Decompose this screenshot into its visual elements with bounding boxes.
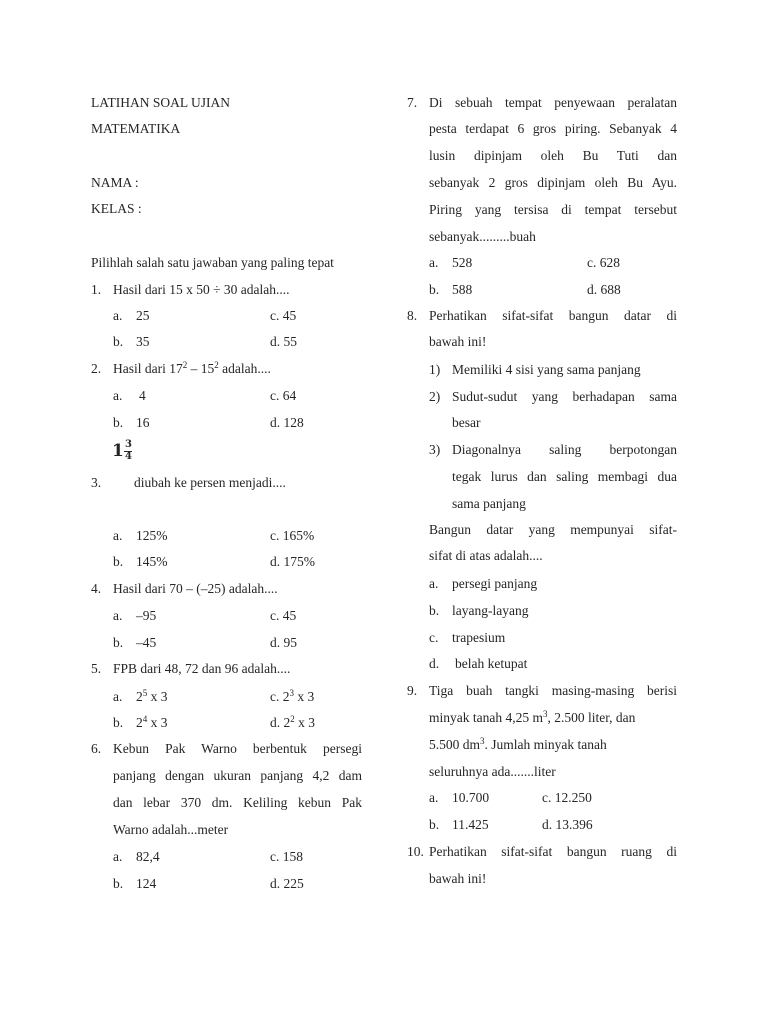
question-number: 1. (91, 282, 102, 297)
property-3-number: 3) (429, 442, 441, 457)
question-text-line: sebanyak.........buah (429, 229, 536, 244)
option-b-label: b. (429, 282, 440, 297)
mixed-fraction (112, 439, 136, 469)
option-c: c. 158 (270, 849, 303, 864)
option-c-value: trapesium (452, 630, 506, 645)
fraction-whole: 1 (112, 441, 124, 461)
question-text-line: dan lebar 370 dm. Keliling kebun Pak (113, 795, 362, 810)
question-text: Hasil dari 70 – (–25) adalah.... (113, 581, 278, 596)
option-a-label: a. (429, 255, 439, 270)
option-d: d. 13.396 (542, 817, 593, 832)
question-text: FPB dari 48, 72 dan 96 adalah.... (113, 661, 291, 676)
option-b-label: b. (113, 554, 124, 569)
option-a-value: 4 (139, 388, 146, 403)
property-3-text: Diagonalnya saling berpotongan (452, 442, 677, 457)
option-b-value: 11.425 (452, 817, 489, 832)
option-d: d. 95 (270, 635, 297, 650)
option-c: c. $2^3$ x 3 (270, 688, 315, 704)
fraction-denominator: 4 (125, 451, 132, 462)
option-a-label: a. (429, 576, 439, 591)
option-a-label: a. (113, 689, 123, 704)
question-number: 8. (407, 308, 418, 323)
question-number: 3. (91, 475, 102, 490)
option-b-label: b. (113, 635, 124, 650)
option-d-value: belah ketupat (455, 656, 528, 671)
option-d-label: d. (429, 656, 440, 671)
question-number: 10. (407, 844, 424, 859)
option-c: c. 45 (270, 308, 297, 323)
question-text: diubah ke persen menjadi.... (134, 475, 286, 490)
option-c: c. 12.250 (542, 790, 592, 805)
option-a-label: a. (113, 388, 123, 403)
option-b-label: b. (113, 715, 124, 730)
option-a-label: a. (113, 308, 123, 323)
question-number: 5. (91, 661, 102, 676)
option-d: d. $2^2$ x 3 (270, 714, 315, 730)
question-text: Hasil dari 15 x 50 ÷ 30 adalah.... (113, 282, 290, 297)
option-b-value: 16 (136, 415, 150, 430)
question-text-line: panjang dengan ukuran panjang 4,2 dam (113, 768, 362, 783)
question-text-line: Bangun datar yang mempunyai sifat- (429, 522, 677, 537)
question-text-line: lusin dipinjam oleh Bu Tuti dan (429, 148, 677, 163)
question-number: 6. (91, 741, 102, 756)
option-a-value: persegi panjang (452, 576, 538, 591)
property-3-text-cont: tegak lurus dan saling membagi dua (452, 469, 677, 484)
question-text: Hasil dari $17^2 - 15^2$ adalah.... (113, 360, 271, 376)
title-line-2: MATEMATIKA (91, 121, 181, 136)
question-number: 9. (407, 683, 418, 698)
question-text-line: Tiga buah tangki masing-masing berisi (429, 683, 677, 698)
question-text-line: Kebun Pak Warno berbentuk persegi (113, 741, 362, 756)
option-a-label: a. (113, 849, 123, 864)
option-b-label: b. (113, 334, 124, 349)
option-a-label: a. (429, 790, 439, 805)
option-b-value: 35 (136, 334, 150, 349)
option-c: c. 628 (587, 255, 620, 270)
option-a-value: 82,4 (136, 849, 160, 864)
question-text-line: bawah ini! (429, 334, 487, 349)
option-b-label: b. (429, 817, 440, 832)
option-d: d. 225 (270, 876, 304, 891)
question-number: 4. (91, 581, 102, 596)
nama-field-label: NAMA : (91, 175, 139, 190)
option-a-value: –95 (136, 608, 157, 623)
option-c: c. 165% (270, 528, 315, 543)
property-1-text: Memiliki 4 sisi yang sama panjang (452, 362, 641, 377)
option-c-label: c. (429, 630, 439, 645)
question-text-line: pesta terdapat 6 gros piring. Sebanyak 4 (429, 121, 677, 136)
option-d: d. 55 (270, 334, 297, 349)
question-number: 2. (91, 361, 102, 376)
option-c: c. 45 (270, 608, 297, 623)
question-text-line: sifat di atas adalah.... (429, 548, 543, 563)
property-1-number: 1) (429, 362, 441, 377)
instruction: Pilihlah salah satu jawaban yang paling tepat (91, 255, 334, 270)
option-b-label: b. (113, 415, 124, 430)
option-b-value: 145% (136, 554, 168, 569)
question-text-line: Perhatikan sifat-sifat bangun datar di (429, 308, 677, 323)
option-c: c. 64 (270, 388, 297, 403)
question-text-line: sebanyak 2 gros dipinjam oleh Bu Ayu. (429, 175, 677, 190)
question-text-line: minyak tanah 4,25 $m^3$, 2.500 liter, dan (429, 709, 636, 725)
question-text-line: Di sebuah tempat penyewaan peralatan (429, 95, 677, 110)
option-d: d. 128 (270, 415, 304, 430)
option-a-label: a. (113, 608, 123, 623)
property-2-text-cont: besar (452, 415, 481, 430)
option-d: d. 175% (270, 554, 315, 569)
question-number: 7. (407, 95, 418, 110)
option-b-label: b. (429, 603, 440, 618)
property-2-number: 2) (429, 389, 441, 404)
kelas-field-label: KELAS : (91, 201, 142, 216)
option-b-label: b. (113, 876, 124, 891)
option-a-label: a. (113, 528, 123, 543)
option-a-value: 25 (136, 308, 150, 323)
option-b-value: 588 (452, 282, 473, 297)
property-3-text-cont: sama panjang (452, 496, 526, 511)
question-text-line: seluruhnya ada.......liter (429, 764, 556, 779)
option-a-value: 125% (136, 528, 168, 543)
question-text-line: Perhatikan sifat-sifat bangun ruang di (429, 844, 677, 859)
fraction-numerator: 3 (125, 439, 132, 450)
option-b-value: –45 (136, 635, 157, 650)
option-a-value: $2^5$ x 3 (136, 688, 168, 704)
question-text-line: 5.500 $dm^3$. Jumlah minyak tanah (429, 736, 607, 752)
option-a-value: 10.700 (452, 790, 490, 805)
option-b-value: 124 (136, 876, 157, 891)
option-d: d. 688 (587, 282, 621, 297)
option-a-value: 528 (452, 255, 473, 270)
title-line-1: LATIHAN SOAL UJIAN (91, 95, 230, 110)
option-b-value: layang-layang (452, 603, 529, 618)
property-2-text: Sudut-sudut yang berhadapan sama (452, 389, 677, 404)
question-text-line: bawah ini! (429, 871, 487, 886)
question-text-line: Piring yang tersisa di tempat tersebut (429, 202, 677, 217)
question-text-line: Warno adalah...meter (113, 822, 229, 837)
option-b-value: $2^4$ x 3 (136, 714, 168, 730)
